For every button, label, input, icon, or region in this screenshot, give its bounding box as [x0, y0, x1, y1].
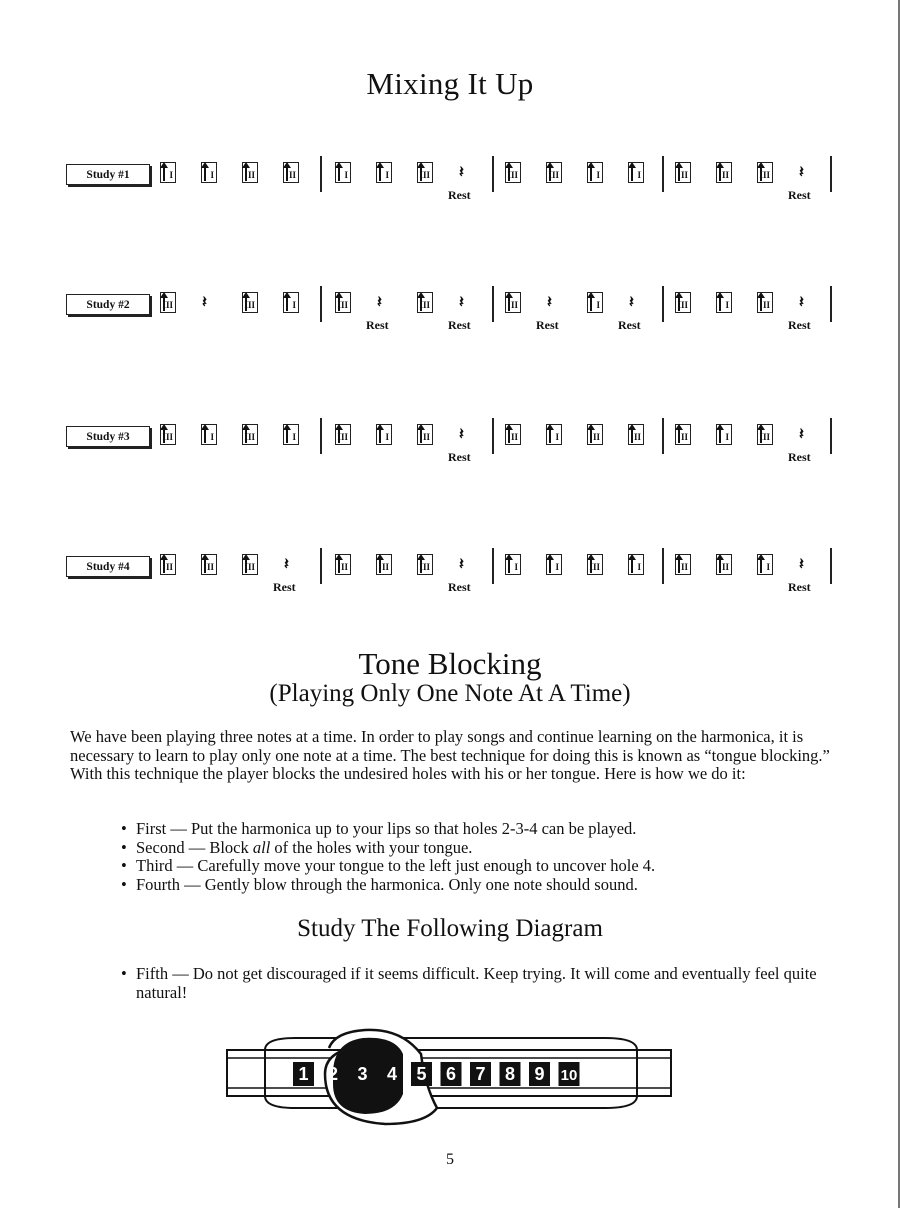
hole-number: 1: [298, 1064, 309, 1084]
chord-numeral: III: [244, 432, 255, 442]
chord-numeral: III: [244, 562, 255, 572]
barline: [830, 418, 832, 454]
barline: [320, 286, 322, 322]
hole-number: 9: [534, 1064, 545, 1084]
chord-numeral: II: [680, 562, 688, 572]
hole-number: 5: [416, 1064, 427, 1084]
study-label: Study #3: [66, 426, 150, 447]
blow-note: [242, 292, 258, 313]
bullet-icon: •: [121, 837, 127, 857]
blow-note: [757, 292, 773, 313]
chord-numeral: III: [677, 300, 688, 310]
blow-note: [716, 424, 732, 445]
chord-numeral: III: [589, 562, 600, 572]
hole-number: 2: [327, 1064, 339, 1084]
blow-arrow-icon: [678, 166, 680, 181]
chord-numeral: III: [548, 170, 559, 180]
rest-label: Rest: [273, 580, 296, 594]
rest-icon: 𝄽: [799, 292, 804, 311]
study-row: [0, 288, 900, 358]
blow-note: [587, 554, 603, 575]
chord-numeral: II: [381, 562, 389, 572]
blow-arrow-icon: [678, 428, 680, 443]
blow-arrow-icon: [631, 428, 633, 443]
rest-icon: 𝄽: [799, 162, 804, 181]
rest-icon: 𝄽: [629, 292, 634, 311]
chord-numeral: III: [419, 170, 430, 180]
hole-number: 6: [445, 1064, 457, 1084]
blow-note: [505, 424, 521, 445]
step-item: [118, 857, 818, 876]
chord-numeral: I: [385, 432, 389, 442]
barline: [320, 548, 322, 584]
blow-note: [675, 162, 691, 183]
chord-numeral: III: [507, 170, 518, 180]
blow-note: [675, 554, 691, 575]
blow-note: [757, 162, 773, 183]
blow-note: [160, 292, 176, 313]
rest-icon: 𝄽: [459, 162, 464, 181]
blow-note: [160, 554, 176, 575]
blow-note: [335, 292, 351, 313]
chord-numeral: III: [162, 432, 173, 442]
blow-note: [417, 162, 433, 183]
hole-number: 7: [475, 1064, 486, 1084]
chord-numeral: II: [247, 170, 255, 180]
barline: [662, 286, 664, 322]
barline: [492, 286, 494, 322]
blow-arrow-icon: [379, 166, 381, 181]
chord-numeral: I: [637, 170, 641, 180]
blow-note: [283, 424, 299, 445]
blow-note: [716, 554, 732, 575]
diagram-title: Study The Following Diagram: [297, 915, 603, 942]
hole-number: 10: [560, 1067, 578, 1084]
chord-numeral: I: [292, 300, 296, 310]
blow-arrow-icon: [719, 428, 721, 443]
bullet-icon: •: [121, 874, 127, 894]
barline: [662, 156, 664, 192]
chord-numeral: II: [721, 562, 729, 572]
step-item: [118, 876, 818, 895]
chord-numeral: I: [514, 562, 518, 572]
blow-arrow-icon: [163, 558, 165, 573]
blow-arrow-icon: [549, 558, 551, 573]
chord-numeral: III: [759, 170, 770, 180]
hole-number: 3: [357, 1064, 368, 1084]
step-text: of the holes with your tongue.: [270, 837, 473, 857]
blow-note: [160, 162, 176, 183]
chord-numeral: II: [762, 300, 770, 310]
rest-icon: 𝄽: [284, 554, 289, 573]
blow-note: [376, 554, 392, 575]
blow-arrow-icon: [508, 296, 510, 311]
chord-numeral: I: [596, 170, 600, 180]
blow-note: [628, 424, 644, 445]
section-subtitle: (Playing Only One Note At A Time): [269, 680, 631, 707]
rest-icon: 𝄽: [547, 292, 552, 311]
blow-note: [283, 292, 299, 313]
step-item: [118, 820, 818, 839]
blow-arrow-icon: [379, 558, 381, 573]
chord-numeral: II: [206, 562, 214, 572]
barline: [320, 418, 322, 454]
chord-numeral: III: [337, 432, 348, 442]
step-text: Third — Carefully move your tongue to the left just enough to uncover hole 4.: [136, 856, 656, 875]
blow-arrow-icon: [163, 166, 165, 181]
blow-note: [757, 554, 773, 575]
barline: [492, 548, 494, 584]
bullet-icon: •: [121, 964, 127, 983]
blow-arrow-icon: [204, 428, 206, 443]
blow-note: [546, 554, 562, 575]
chord-numeral: II: [340, 562, 348, 572]
barline: [662, 548, 664, 584]
blow-arrow-icon: [338, 166, 340, 181]
step-text: Second — Block: [136, 837, 253, 857]
chord-numeral: II: [422, 432, 430, 442]
study-label: Study #1: [66, 164, 150, 185]
step-text: First — Put the harmonica up to your lips so that holes 2-3-4 can be played.: [136, 819, 637, 838]
barline: [830, 286, 832, 322]
blow-note: [335, 424, 351, 445]
chord-numeral: II: [510, 432, 518, 442]
chord-numeral: II: [288, 170, 296, 180]
chord-numeral: II: [680, 432, 688, 442]
rest-icon: 𝄽: [459, 292, 464, 311]
blow-arrow-icon: [338, 558, 340, 573]
chord-numeral: I: [210, 170, 214, 180]
blow-note: [376, 424, 392, 445]
blow-arrow-icon: [420, 428, 422, 443]
blow-arrow-icon: [590, 296, 592, 311]
harmonica-diagram: [225, 1024, 675, 1139]
blow-note: [242, 162, 258, 183]
step-emphasis: all: [252, 837, 271, 857]
rest-icon: 𝄽: [377, 292, 382, 311]
steps-list: [118, 820, 818, 894]
rest-icon: 𝄽: [459, 554, 464, 573]
blow-note: [417, 424, 433, 445]
chord-numeral: III: [337, 300, 348, 310]
rest-icon: 𝄽: [799, 554, 804, 573]
fifth-step-text: Fifth — Do not get discouraged if it seems difficult. Keep trying. It will come and eventually feel quite natural!: [136, 964, 817, 1002]
chord-numeral: III: [419, 562, 430, 572]
chord-numeral: I: [725, 432, 729, 442]
fifth-step-list: [118, 965, 818, 1002]
chord-numeral: I: [766, 562, 770, 572]
blow-note: [335, 162, 351, 183]
blow-note: [283, 162, 299, 183]
blow-arrow-icon: [204, 558, 206, 573]
barline: [830, 548, 832, 584]
rest-icon: 𝄽: [799, 424, 804, 443]
rest-label: Rest: [788, 450, 811, 464]
chord-numeral: I: [637, 562, 641, 572]
blow-note: [242, 554, 258, 575]
blow-arrow-icon: [286, 428, 288, 443]
blow-arrow-icon: [286, 166, 288, 181]
blow-note: [757, 424, 773, 445]
rest-label: Rest: [788, 580, 811, 594]
blow-note: [505, 292, 521, 313]
blow-arrow-icon: [719, 296, 721, 311]
blow-arrow-icon: [719, 166, 721, 181]
blow-arrow-icon: [760, 558, 762, 573]
chord-numeral: II: [592, 432, 600, 442]
blow-note: [587, 424, 603, 445]
blow-note: [201, 424, 217, 445]
blow-note: [505, 554, 521, 575]
blow-note: [417, 554, 433, 575]
barline: [492, 156, 494, 192]
chord-numeral: I: [210, 432, 214, 442]
page-number: 5: [446, 1151, 454, 1168]
blow-arrow-icon: [245, 166, 247, 181]
study-label: Study #4: [66, 556, 150, 577]
blow-arrow-icon: [631, 166, 633, 181]
blow-arrow-icon: [719, 558, 721, 573]
blow-note: [716, 162, 732, 183]
blow-note: [628, 554, 644, 575]
blow-note: [546, 424, 562, 445]
rest-label: Rest: [448, 450, 471, 464]
hole-number: 4: [386, 1064, 398, 1084]
blow-note: [201, 554, 217, 575]
barline: [662, 418, 664, 454]
intro-paragraph: We have been playing three notes at a time. In order to play songs and continue learning on the harmonica, it is necessary to learn to play only one note at a time. The best technique for doing this is known as “tongue blocking.” With this technique the player blocks the undesired holes with his or her tongue. Here is how we do it:: [70, 727, 830, 783]
blow-arrow-icon: [760, 296, 762, 311]
blow-note: [587, 292, 603, 313]
chord-numeral: I: [344, 170, 348, 180]
chord-numeral: III: [244, 300, 255, 310]
blow-note: [335, 554, 351, 575]
blow-arrow-icon: [286, 296, 288, 311]
blow-note: [546, 162, 562, 183]
chord-numeral: I: [292, 432, 296, 442]
blow-note: [201, 162, 217, 183]
blow-note: [417, 292, 433, 313]
rest-label: Rest: [536, 318, 559, 332]
chord-numeral: III: [162, 300, 173, 310]
rest-label: Rest: [788, 318, 811, 332]
barline: [830, 156, 832, 192]
chord-numeral: II: [165, 562, 173, 572]
page-title: Mixing It Up: [366, 66, 534, 101]
chord-numeral: II: [721, 170, 729, 180]
rest-icon: 𝄽: [459, 424, 464, 443]
rest-label: Rest: [618, 318, 641, 332]
blow-note: [505, 162, 521, 183]
blow-note: [587, 162, 603, 183]
fifth-step: [118, 965, 818, 1002]
chord-numeral: I: [596, 300, 600, 310]
blow-note: [242, 424, 258, 445]
hole-number: 8: [504, 1064, 516, 1084]
study-row: [0, 550, 900, 620]
blow-arrow-icon: [590, 428, 592, 443]
rest-label: Rest: [448, 580, 471, 594]
chord-numeral: I: [725, 300, 729, 310]
rest-label: Rest: [788, 188, 811, 202]
chord-numeral: I: [555, 562, 559, 572]
rest-label: Rest: [448, 318, 471, 332]
rest-label: Rest: [366, 318, 389, 332]
barline: [492, 418, 494, 454]
chord-numeral: III: [419, 300, 430, 310]
step-text: Fourth — Gently blow through the harmonica. Only one note should sound.: [136, 874, 638, 894]
step-item: [118, 839, 818, 858]
blow-arrow-icon: [631, 558, 633, 573]
blow-note: [376, 162, 392, 183]
study-row: [0, 420, 900, 490]
section-title: Tone Blocking: [358, 646, 542, 681]
chord-numeral: II: [633, 432, 641, 442]
blow-arrow-icon: [508, 428, 510, 443]
blow-note: [675, 424, 691, 445]
rest-icon: 𝄽: [202, 292, 207, 311]
chord-numeral: I: [169, 170, 173, 180]
bullet-icon: •: [121, 819, 127, 838]
blow-note: [716, 292, 732, 313]
blow-note: [628, 162, 644, 183]
rest-label: Rest: [448, 188, 471, 202]
chord-numeral: III: [759, 432, 770, 442]
chord-numeral: I: [385, 170, 389, 180]
chord-numeral: II: [680, 170, 688, 180]
blow-note: [675, 292, 691, 313]
study-label: Study #2: [66, 294, 150, 315]
blow-note: [160, 424, 176, 445]
study-row: [0, 158, 900, 228]
barline: [320, 156, 322, 192]
chord-numeral: I: [555, 432, 559, 442]
blow-arrow-icon: [508, 558, 510, 573]
blow-arrow-icon: [549, 428, 551, 443]
chord-numeral: II: [510, 300, 518, 310]
blow-arrow-icon: [590, 166, 592, 181]
blow-arrow-icon: [379, 428, 381, 443]
bullet-icon: •: [121, 856, 127, 875]
blow-arrow-icon: [204, 166, 206, 181]
blow-arrow-icon: [678, 558, 680, 573]
